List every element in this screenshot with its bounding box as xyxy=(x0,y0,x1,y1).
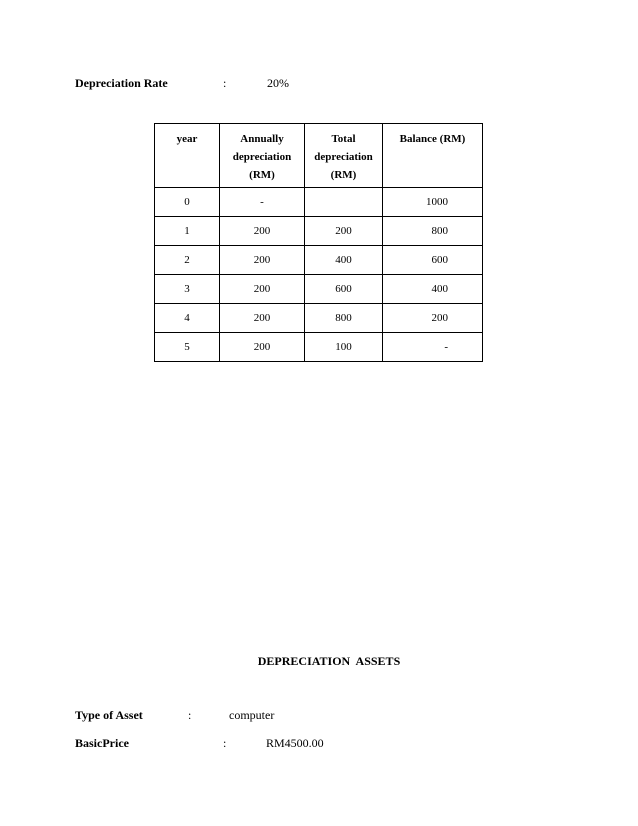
depreciation-rate-label: Depreciation Rate xyxy=(75,76,168,90)
cell-balance: 800 xyxy=(383,217,483,246)
cell-annual: 200 xyxy=(220,275,305,304)
cell-annual: - xyxy=(220,188,305,217)
cell-total: 600 xyxy=(305,275,383,304)
header-balance: Balance (RM) xyxy=(383,124,483,188)
table-row xyxy=(155,246,483,275)
header-total-depreciation: Total depreciation (RM) xyxy=(305,124,383,188)
depreciation-table xyxy=(154,123,483,362)
cell-year: 3 xyxy=(155,275,220,304)
asset-type-colon: : xyxy=(188,708,192,722)
table-header-row xyxy=(155,124,483,188)
cell-total: 200 xyxy=(305,217,383,246)
cell-total: 400 xyxy=(305,246,383,275)
table-row xyxy=(155,188,483,217)
cell-annual: 200 xyxy=(220,304,305,333)
table-row xyxy=(155,217,483,246)
table-row xyxy=(155,275,483,304)
table-row xyxy=(155,304,483,333)
cell-year: 5 xyxy=(155,333,220,362)
basic-price-value: RM4500.00 xyxy=(266,736,324,750)
header-annually-depreciation: Annually depreciation (RM) xyxy=(220,124,305,188)
cell-year: 4 xyxy=(155,304,220,333)
cell-balance: 200 xyxy=(383,304,483,333)
header-year: year xyxy=(155,124,220,188)
cell-annual: 200 xyxy=(220,246,305,275)
cell-total xyxy=(305,188,383,217)
depreciation-rate-value: 20% xyxy=(267,76,289,90)
cell-balance: 1000 xyxy=(383,188,483,217)
cell-balance: 400 xyxy=(383,275,483,304)
table-row xyxy=(155,333,483,362)
cell-total: 100 xyxy=(305,333,383,362)
section-title: DEPRECIATION ASSETS xyxy=(257,654,401,668)
cell-balance: 600 xyxy=(383,246,483,275)
cell-total: 800 xyxy=(305,304,383,333)
cell-year: 0 xyxy=(155,188,220,217)
depreciation-rate-colon: : xyxy=(223,76,227,90)
cell-year: 1 xyxy=(155,217,220,246)
cell-annual: 200 xyxy=(220,333,305,362)
cell-annual: 200 xyxy=(220,217,305,246)
asset-type-label: Type of Asset xyxy=(75,708,143,722)
cell-balance: - xyxy=(383,333,483,362)
cell-year: 2 xyxy=(155,246,220,275)
basic-price-colon: : xyxy=(223,736,227,750)
asset-type-value: computer xyxy=(229,708,275,722)
basic-price-label: BasicPrice xyxy=(75,736,129,750)
